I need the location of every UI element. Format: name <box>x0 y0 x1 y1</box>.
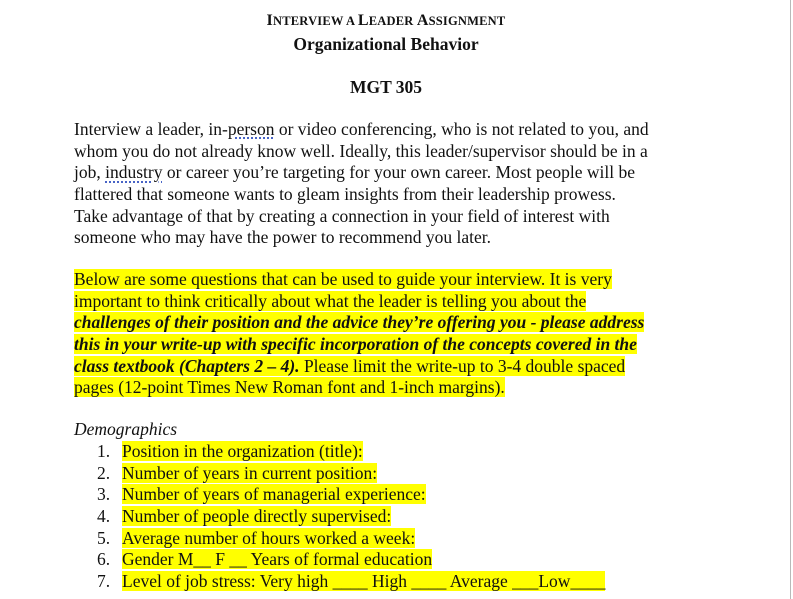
intro-line: job, industry or career you’re targeting for your own career. Most people will be <box>74 162 635 183</box>
guide-paragraph <box>74 269 704 399</box>
guide-line: important to think critically about what the leader is telling you about the <box>74 290 587 311</box>
intro-line: Take advantage of that by creating a connection in your field of interest with <box>74 205 610 226</box>
guide-line: Below are some questions that can be used to guide your interview. It is very <box>74 269 612 289</box>
document-subtitle: Organizational Behavior <box>293 34 479 54</box>
title-smallcaps-3: SSIGNMENT <box>428 14 506 28</box>
course-code: MGT 305 <box>349 77 423 97</box>
intro-line: someone who may have the power to recommend you later. <box>74 227 491 248</box>
guide-line: this in your write-up with specific incorporation of the concepts covered in the <box>74 334 637 355</box>
guide-line: pages (12-point Times New Roman font and 1-inch margins). <box>74 377 505 398</box>
spellcheck-word: person <box>227 119 275 139</box>
guide-line: class textbook (Chapters 2 – 4). Please limit the write-up to 3-4 double spaced <box>74 355 626 376</box>
list-item: 2. Number of years in current position: <box>97 462 378 483</box>
demographics-list <box>97 441 605 593</box>
title-smallcaps-2: EADER <box>368 14 417 28</box>
list-item: 4. Number of people directly supervised: <box>97 506 392 527</box>
title-cap-i: I <box>266 12 273 29</box>
spellcheck-word: industry <box>105 162 163 183</box>
list-item: 7. Level of job stress: Very high ____ High ____ Average ___Low____ <box>97 571 606 592</box>
intro-line: whom you do not already know well. Ideally, this leader/supervisor should be in a <box>74 140 648 161</box>
demographics-heading: Demographics <box>74 419 178 439</box>
title-smallcaps-1: NTERVIEW A <box>272 14 358 28</box>
intro-line: Interview a leader, in-person or video conferencing, who is not related to you, and <box>74 119 649 139</box>
intro-paragraph <box>74 119 704 249</box>
title-cap-l: L <box>357 12 369 29</box>
list-item: 1. Position in the organization (title): <box>97 441 363 461</box>
list-item: 6. Gender M__ F __ Years of formal education <box>97 549 433 570</box>
guide-line: challenges of their position and the advice they’re offering you - please address <box>74 312 645 333</box>
intro-line: flattered that someone wants to gleam insights from their leadership prowess. <box>74 184 616 205</box>
title-cap-a: A <box>416 12 429 29</box>
document-title <box>0 12 772 30</box>
list-item: 3. Number of years of managerial experience: <box>97 484 426 505</box>
window-edge <box>790 0 791 599</box>
list-item: 5. Average number of hours worked a week: <box>97 527 416 548</box>
